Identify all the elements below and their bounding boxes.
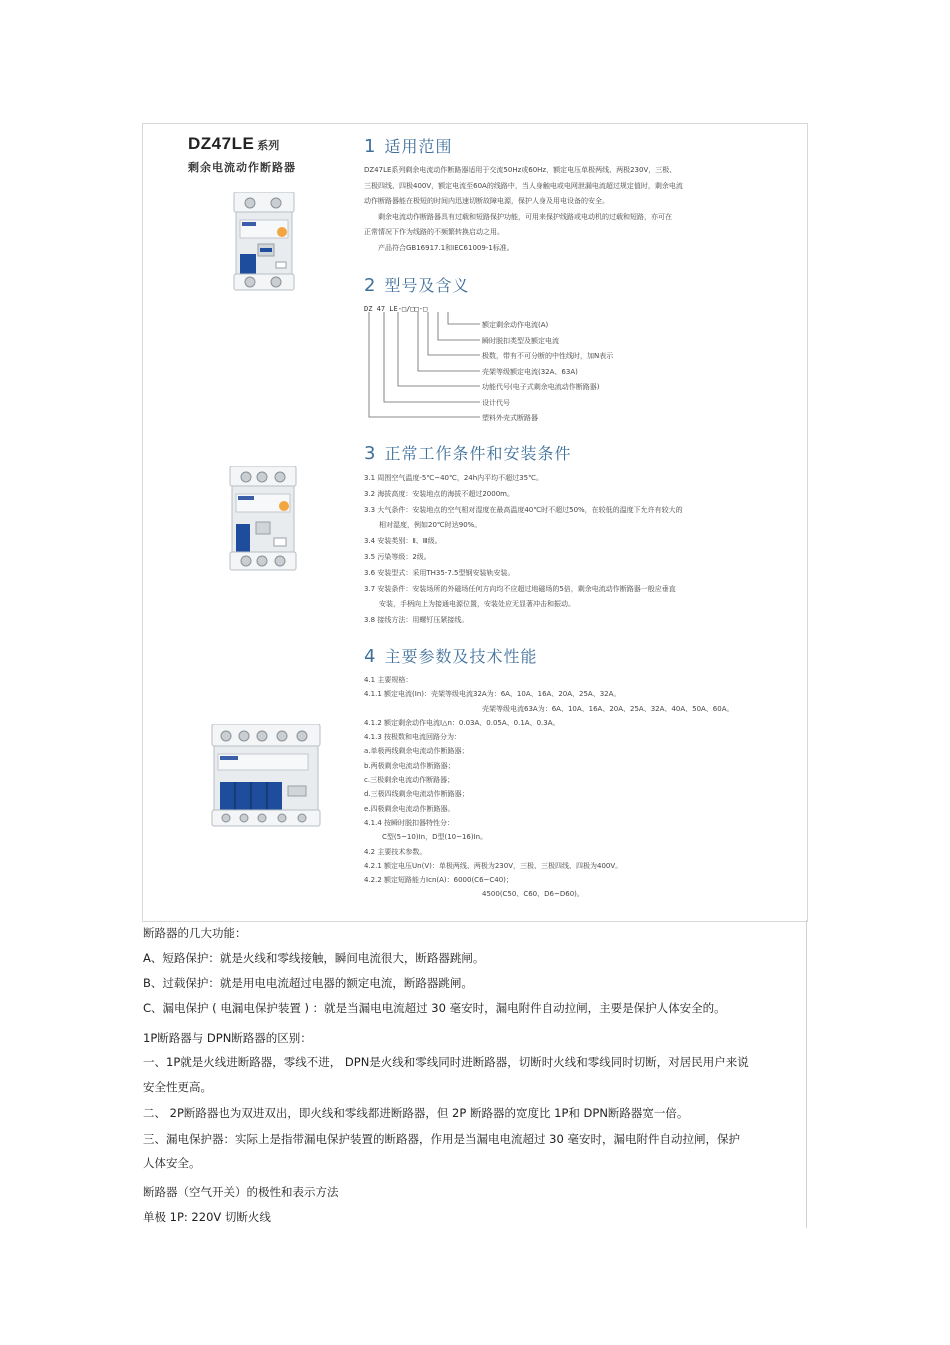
model-code: DZ 47 LE-□/□□-□: [364, 305, 428, 313]
params-list: 4.1 主要规格： 4.1.1 额定电流(In)：壳架等级电流32A为：6A、10A、16A、20A、25A、32A。 壳架等级电流63A为：6A、10A、16A、20A、25A、32A、40A、50A、60A。 4.1.2 额定剩余动作电流I△n：0.03A、0.05A、0.1A、0.3A。 4.1.3 按极数和电流回路分为： a.单极两线剩余电流动作断路器； b.两极剩余电流动作断路器； c.三极剩余电流动作断路器； d.三极四线剩余电流动作断路器； e.四极剩余电流动作断路器。 4.1.4 按瞬时脱扣器特性分： C型(5~10)In，D型(10~16)In。 4.2 主要技术参数。 4.2.1 额定电压Un(V)：单极两线、两极为230V，三极、三极四线、四极为400V。 4.2.2 额定短路能力Icn(A)：6000(C6~C40)； 4500(C50、C60、D6~D60)。: [364, 676, 734, 899]
model-label-6: 设计代号: [482, 399, 510, 407]
device-2p-image: [228, 466, 312, 576]
polarity-heading: 断路器（空气开关）的极性和表示方法: [143, 1185, 339, 1199]
device-4p-image: [210, 724, 326, 834]
brand-series: 系列: [257, 139, 280, 152]
model-label-1: 额定剩余动作电流(A): [482, 321, 549, 329]
diff-1: 一、1P就是火线进断路器，零线不进， DPN是火线和零线同时进断路器，切断时火线和零线同时切断，对居民用户来说: [143, 1055, 749, 1069]
right-border: [806, 920, 807, 1228]
functions-heading: 断路器的几大功能：: [143, 926, 247, 940]
model-label-2: 瞬时脱扣类型及额定电流: [482, 337, 559, 345]
function-c: C、漏电保护 ( 电漏电保护装置 ) ：就是当漏电电流超过 30 毫安时，漏电附件自动拉闸，主要是保护人体安全的。: [143, 1001, 726, 1015]
diff-2: 二、 2P断路器也为双进双出，即火线和零线都进断路器，但 2P 断路器的宽度比 1P和 DPN断路器宽一倍。: [143, 1106, 689, 1120]
model-label-7: 塑料外壳式断路器: [482, 414, 538, 422]
diff-3: 三、漏电保护器：实际上是指带漏电保护装置的断路器，作用是当漏电电流超过 30 毫安时，漏电附件自动拉闸，保护: [143, 1132, 740, 1146]
model-label-3: 极数，带有不可分断的中性线时，加N表示: [482, 352, 614, 360]
section-1-heading: 1 适用范围: [364, 136, 453, 157]
diff-1-cont: 安全性更高。: [143, 1080, 212, 1094]
section-4-heading: 4 主要参数及技术性能: [364, 646, 538, 667]
section-2-heading: 2 型号及含义: [364, 275, 470, 296]
function-b: B、过载保护：就是用电电流超过电器的额定电流，断路器跳闸。: [143, 976, 473, 990]
model-code-leaders: [364, 312, 484, 422]
model-label-5: 功能代号(电子式剩余电流动作断路器): [482, 383, 600, 391]
product-name: 剩余电流动作断路器: [188, 161, 296, 174]
conditions-list: 3.1 周围空气温度-5℃~40℃，24h内平均不超过35℃。 3.2 海拔高度：安装地点的海拔不超过2000m。 3.3 大气条件：安装地点的空气相对湿度在最高温度40℃时不超过50%，在较低的温度下允许有较大的 相对湿度，例如20℃时达90%。 3.4 安装类别：Ⅱ、Ⅲ级。 3.5 污染等级：2级。 3.6 安装型式：采用TH35-7.5型钢安装轨安装。 3.7 安装条件：安装场所的外磁场任何方向均不应超过地磁场的5倍，剩余电流动作断路器一般应垂直 安装，手柄向上为接通电源位置，安装处应无显著冲击和振动。 3.8 接线方法：用螺钉压紧接线。: [364, 474, 683, 625]
scope-text: DZ47LE系列剩余电流动作断路器适用于交流50Hz或60Hz，额定电压单极两线、两极230V，三极、 三极四线、四极400V，额定电流至60A的线路中，当人身触电或电网泄漏电流超过规定值时，剩余电流 动作断路器能在极短的时间内迅速切断故障电源，保护人身及用电设备的安全。 剩余电流动作断路器具有过载和短路保护功能，可用来保护线路或电动机的过载和短路，亦可在 正常情况下作为线路的不频繁转换启动之用。 产品符合GB16917.1和IEC61009-1标准。: [364, 166, 683, 252]
device-1p-image: [232, 192, 308, 296]
model-label-4: 壳架等级额定电流(32A、63A): [482, 368, 578, 376]
diff-3-cont: 人体安全。: [143, 1156, 201, 1170]
section-3-heading: 3 正常工作条件和安装条件: [364, 443, 572, 464]
function-a: A、短路保护：就是火线和零线接触，瞬间电流很大，断路器跳闸。: [143, 951, 485, 965]
brand-model: DZ47LE: [188, 134, 255, 153]
diff-heading: 1P断路器与 DPN断路器的区别：: [143, 1031, 312, 1045]
brand-block: [188, 134, 296, 175]
polarity-1p: 单极 1P: 220V 切断火线: [143, 1210, 271, 1224]
